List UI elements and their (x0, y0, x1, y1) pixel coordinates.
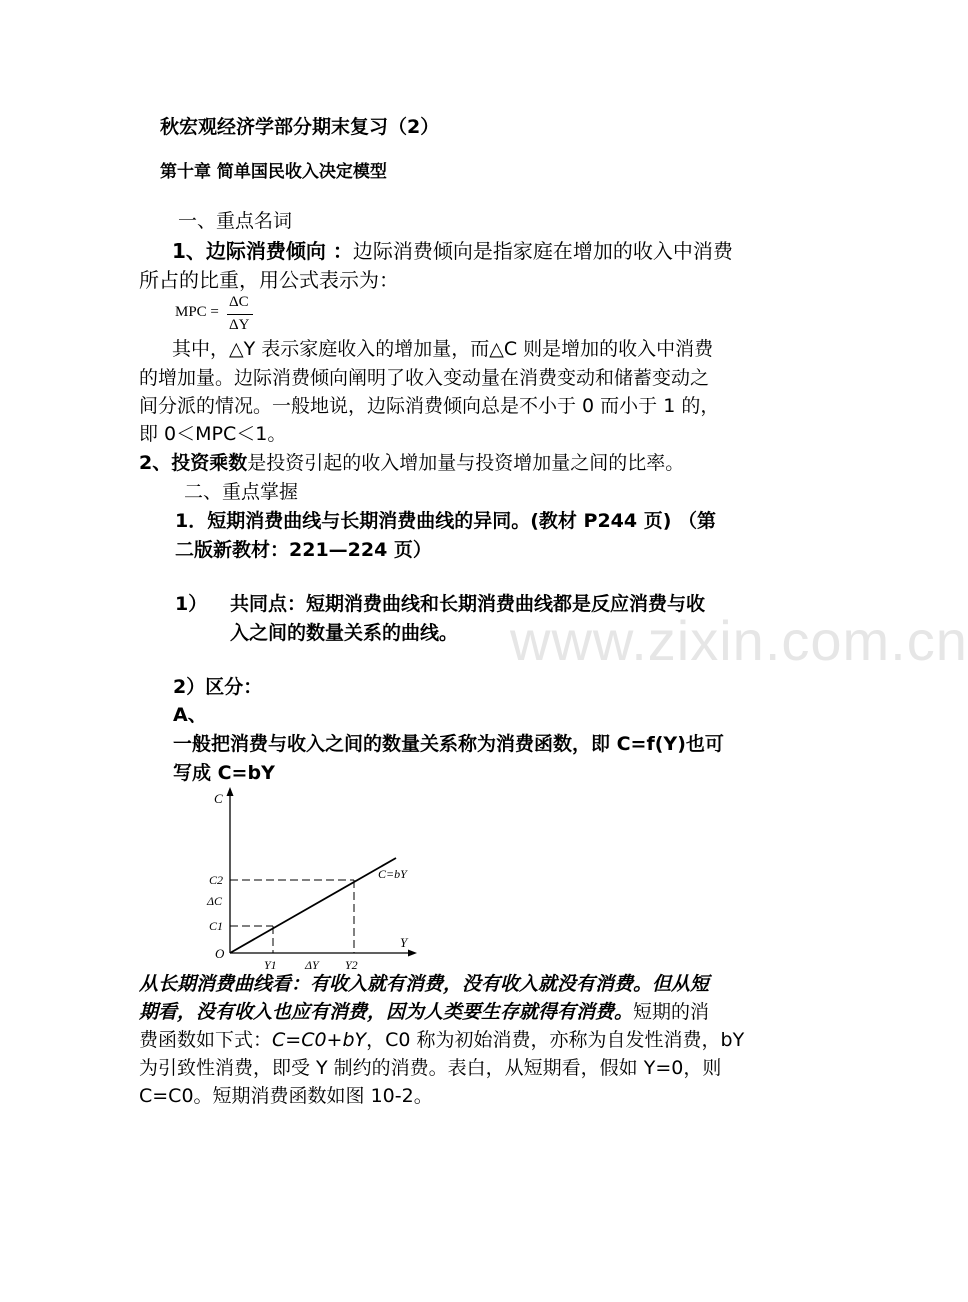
para-line2-emphasis: 期看，没有收入也应有消费，因为人类要生存就得有消费。 (139, 1001, 634, 1023)
y2-label: Y2 (345, 958, 358, 972)
delta-c-label: ΔC (207, 894, 223, 908)
mpc-explain-line2: 的增加量。边际消费倾向阐明了收入变动量在消费变动和储蓄变动之 (139, 367, 710, 389)
mpc-explain-line4: 即 0＜MPC＜1。 (139, 423, 287, 445)
watermark: www.zixin.com.cn (510, 609, 968, 672)
para-line3-rest: ，C0 称为初始消费，亦称为自发性消费，bY (366, 1029, 745, 1051)
y1-label: Y1 (264, 958, 277, 972)
short-run-formula: C=C0+bY (272, 1029, 367, 1051)
para-line1: 从长期消费曲线看：有收入就有消费，没有收入就没有消费。但从短 (139, 973, 710, 995)
para-line2 (139, 1003, 709, 1022)
formula-numerator: ΔC (229, 294, 249, 310)
formula-lhs: MPC = (175, 304, 219, 320)
para-line2-rest: 短期的消 (633, 1001, 710, 1023)
mpc-definition-line1 (172, 241, 733, 261)
consumption-line (230, 858, 396, 953)
c2-label: C2 (209, 873, 224, 887)
multiplier-definition (139, 454, 684, 473)
mpc-definition-line2: 所占的比重，用公式表示为： (139, 268, 399, 292)
multiplier-term: 2、投资乘数 (139, 452, 248, 474)
common-line1: 共同点：短期消费曲线和长期消费曲线都是反应消费与收 (230, 593, 706, 615)
section-heading-key-terms: 一、重点名词 (178, 210, 293, 232)
para-line4: 为引致性消费，即受 Y 制约的消费。表白，从短期看，假如 Y=0，则 (139, 1057, 722, 1079)
mpc-explain-line1: 其中，△Y 表示家庭收入的增加量，而△C 则是增加的收入中消费 (172, 338, 714, 360)
x-axis-arrow (408, 950, 417, 957)
document-title: 秋宏观经济学部分期末复习（2） (160, 116, 440, 138)
line-label: C=bY (378, 867, 407, 881)
point1-line1: 1．短期消费曲线与长期消费曲线的异同。(教材 P244 页) （第 (175, 510, 717, 532)
difference-heading: 2）区分： (173, 676, 263, 698)
formula-fraction-bar (227, 314, 253, 315)
consumption-function-figure (200, 785, 440, 975)
c1-label: C1 (209, 919, 224, 933)
common-line2: 入之间的数量关系的曲线。 (230, 622, 459, 644)
mpc-definition-text: 边际消费倾向是指家庭在增加的收入中消费 (352, 239, 733, 263)
y-axis-arrow (227, 787, 234, 796)
x-axis-label: Y (400, 935, 408, 950)
chapter-heading: 第十章 简单国民收入决定模型 (160, 162, 387, 182)
section-heading-key-points: 二、重点掌握 (184, 481, 299, 503)
origin-label: O (215, 946, 225, 961)
mpc-explain-line3: 间分派的情况。一般地说，边际消费倾向总是不小于 0 而小于 1 的， (139, 395, 720, 417)
multiplier-text: 是投资引起的收入增加量与投资增加量之间的比率。 (247, 452, 685, 474)
y-axis-label: C (214, 791, 223, 806)
mpc-term: 1、边际消费倾向 ： (172, 239, 353, 263)
para-line3 (139, 1031, 744, 1050)
a-line2: 写成 C=bY (173, 762, 275, 784)
common-number: 1） (175, 593, 208, 615)
a-label: A、 (173, 704, 207, 726)
para-line3-prefix: 费函数如下式： (139, 1029, 273, 1051)
point1-line2: 二版新教材：221—224 页） (175, 539, 432, 561)
a-line1: 一般把消费与收入之间的数量关系称为消费函数，即 C=f(Y)也可 (173, 733, 724, 755)
delta-y-label: ΔY (305, 958, 319, 972)
formula-denominator: ΔY (229, 317, 250, 333)
para-line5: C=C0。短期消费函数如图 10-2。 (139, 1085, 433, 1107)
